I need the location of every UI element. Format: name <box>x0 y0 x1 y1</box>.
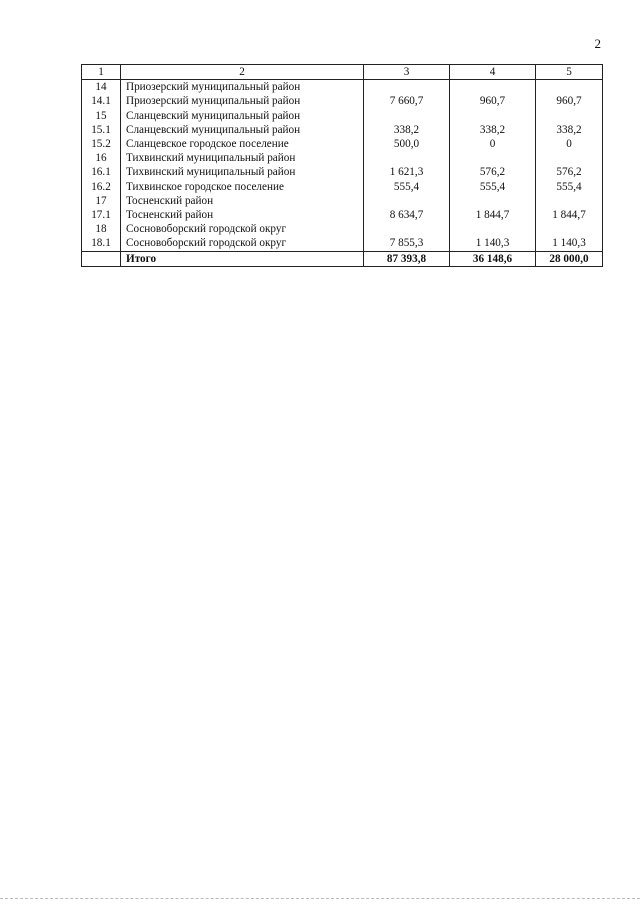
row-name: Тихвинское городское поселение <box>121 180 364 194</box>
table-row <box>82 180 603 194</box>
row-value-3 <box>364 222 450 236</box>
row-name: Сланцевский муниципальный район <box>121 109 364 123</box>
row-value-5: 1 844,7 <box>536 208 603 222</box>
row-value-4 <box>450 194 536 208</box>
row-number: 18 <box>82 222 121 236</box>
row-number: 16.1 <box>82 165 121 179</box>
row-value-3: 7 660,7 <box>364 94 450 108</box>
row-name: Сланцевское городское поселение <box>121 137 364 151</box>
total-number <box>82 251 121 266</box>
row-number: 17.1 <box>82 208 121 222</box>
row-number: 14 <box>82 80 121 95</box>
table-header-row <box>82 65 603 80</box>
row-value-5 <box>536 151 603 165</box>
row-value-4: 0 <box>450 137 536 151</box>
row-value-3: 7 855,3 <box>364 236 450 251</box>
header-col-4: 4 <box>450 65 536 80</box>
row-number: 16 <box>82 151 121 165</box>
row-value-4 <box>450 222 536 236</box>
row-value-3 <box>364 80 450 95</box>
table-row <box>82 236 603 251</box>
total-value-5: 28 000,0 <box>536 251 603 266</box>
row-value-3 <box>364 151 450 165</box>
row-number: 15.2 <box>82 137 121 151</box>
header-col-2: 2 <box>121 65 364 80</box>
row-name: Сланцевский муниципальный район <box>121 123 364 137</box>
table-row <box>82 222 603 236</box>
total-label: Итого <box>121 251 364 266</box>
row-name: Тосненский район <box>121 194 364 208</box>
table-row <box>82 165 603 179</box>
row-value-4: 576,2 <box>450 165 536 179</box>
row-value-4: 555,4 <box>450 180 536 194</box>
table-row <box>82 208 603 222</box>
row-name: Тихвинский муниципальный район <box>121 165 364 179</box>
row-value-4: 1 140,3 <box>450 236 536 251</box>
row-value-3 <box>364 109 450 123</box>
row-value-5: 960,7 <box>536 94 603 108</box>
row-value-5: 576,2 <box>536 165 603 179</box>
header-col-1: 1 <box>82 65 121 80</box>
row-number: 14.1 <box>82 94 121 108</box>
page-number: 2 <box>594 36 601 51</box>
row-name: Тихвинский муниципальный район <box>121 151 364 165</box>
row-value-4 <box>450 109 536 123</box>
row-value-3: 8 634,7 <box>364 208 450 222</box>
row-value-5: 555,4 <box>536 180 603 194</box>
row-value-4 <box>450 151 536 165</box>
budget-table <box>81 64 603 267</box>
row-value-3: 555,4 <box>364 180 450 194</box>
row-name: Сосновоборский городской округ <box>121 222 364 236</box>
total-value-4: 36 148,6 <box>450 251 536 266</box>
table-row <box>82 137 603 151</box>
page-bottom-divider <box>0 898 640 899</box>
table-row <box>82 80 603 95</box>
row-value-4: 960,7 <box>450 94 536 108</box>
total-row <box>82 251 603 266</box>
row-value-5 <box>536 80 603 95</box>
row-value-4: 1 844,7 <box>450 208 536 222</box>
header-col-3: 3 <box>364 65 450 80</box>
row-value-3: 500,0 <box>364 137 450 151</box>
row-number: 17 <box>82 194 121 208</box>
row-name: Приозерский муниципальный район <box>121 94 364 108</box>
row-number: 18.1 <box>82 236 121 251</box>
table-row <box>82 151 603 165</box>
row-value-4 <box>450 80 536 95</box>
row-value-3: 338,2 <box>364 123 450 137</box>
row-number: 15.1 <box>82 123 121 137</box>
row-number: 15 <box>82 109 121 123</box>
row-value-5: 338,2 <box>536 123 603 137</box>
header-col-5: 5 <box>536 65 603 80</box>
table-row <box>82 94 603 108</box>
row-value-3 <box>364 194 450 208</box>
row-value-5: 0 <box>536 137 603 151</box>
row-value-5: 1 140,3 <box>536 236 603 251</box>
row-number: 16.2 <box>82 180 121 194</box>
row-value-5 <box>536 194 603 208</box>
row-value-5 <box>536 222 603 236</box>
table-row <box>82 194 603 208</box>
row-name: Приозерский муниципальный район <box>121 80 364 95</box>
row-value-4: 338,2 <box>450 123 536 137</box>
table-row <box>82 109 603 123</box>
table-row <box>82 123 603 137</box>
row-value-5 <box>536 109 603 123</box>
row-name: Сосновоборский городской округ <box>121 236 364 251</box>
total-value-3: 87 393,8 <box>364 251 450 266</box>
row-name: Тосненский район <box>121 208 364 222</box>
row-value-3: 1 621,3 <box>364 165 450 179</box>
